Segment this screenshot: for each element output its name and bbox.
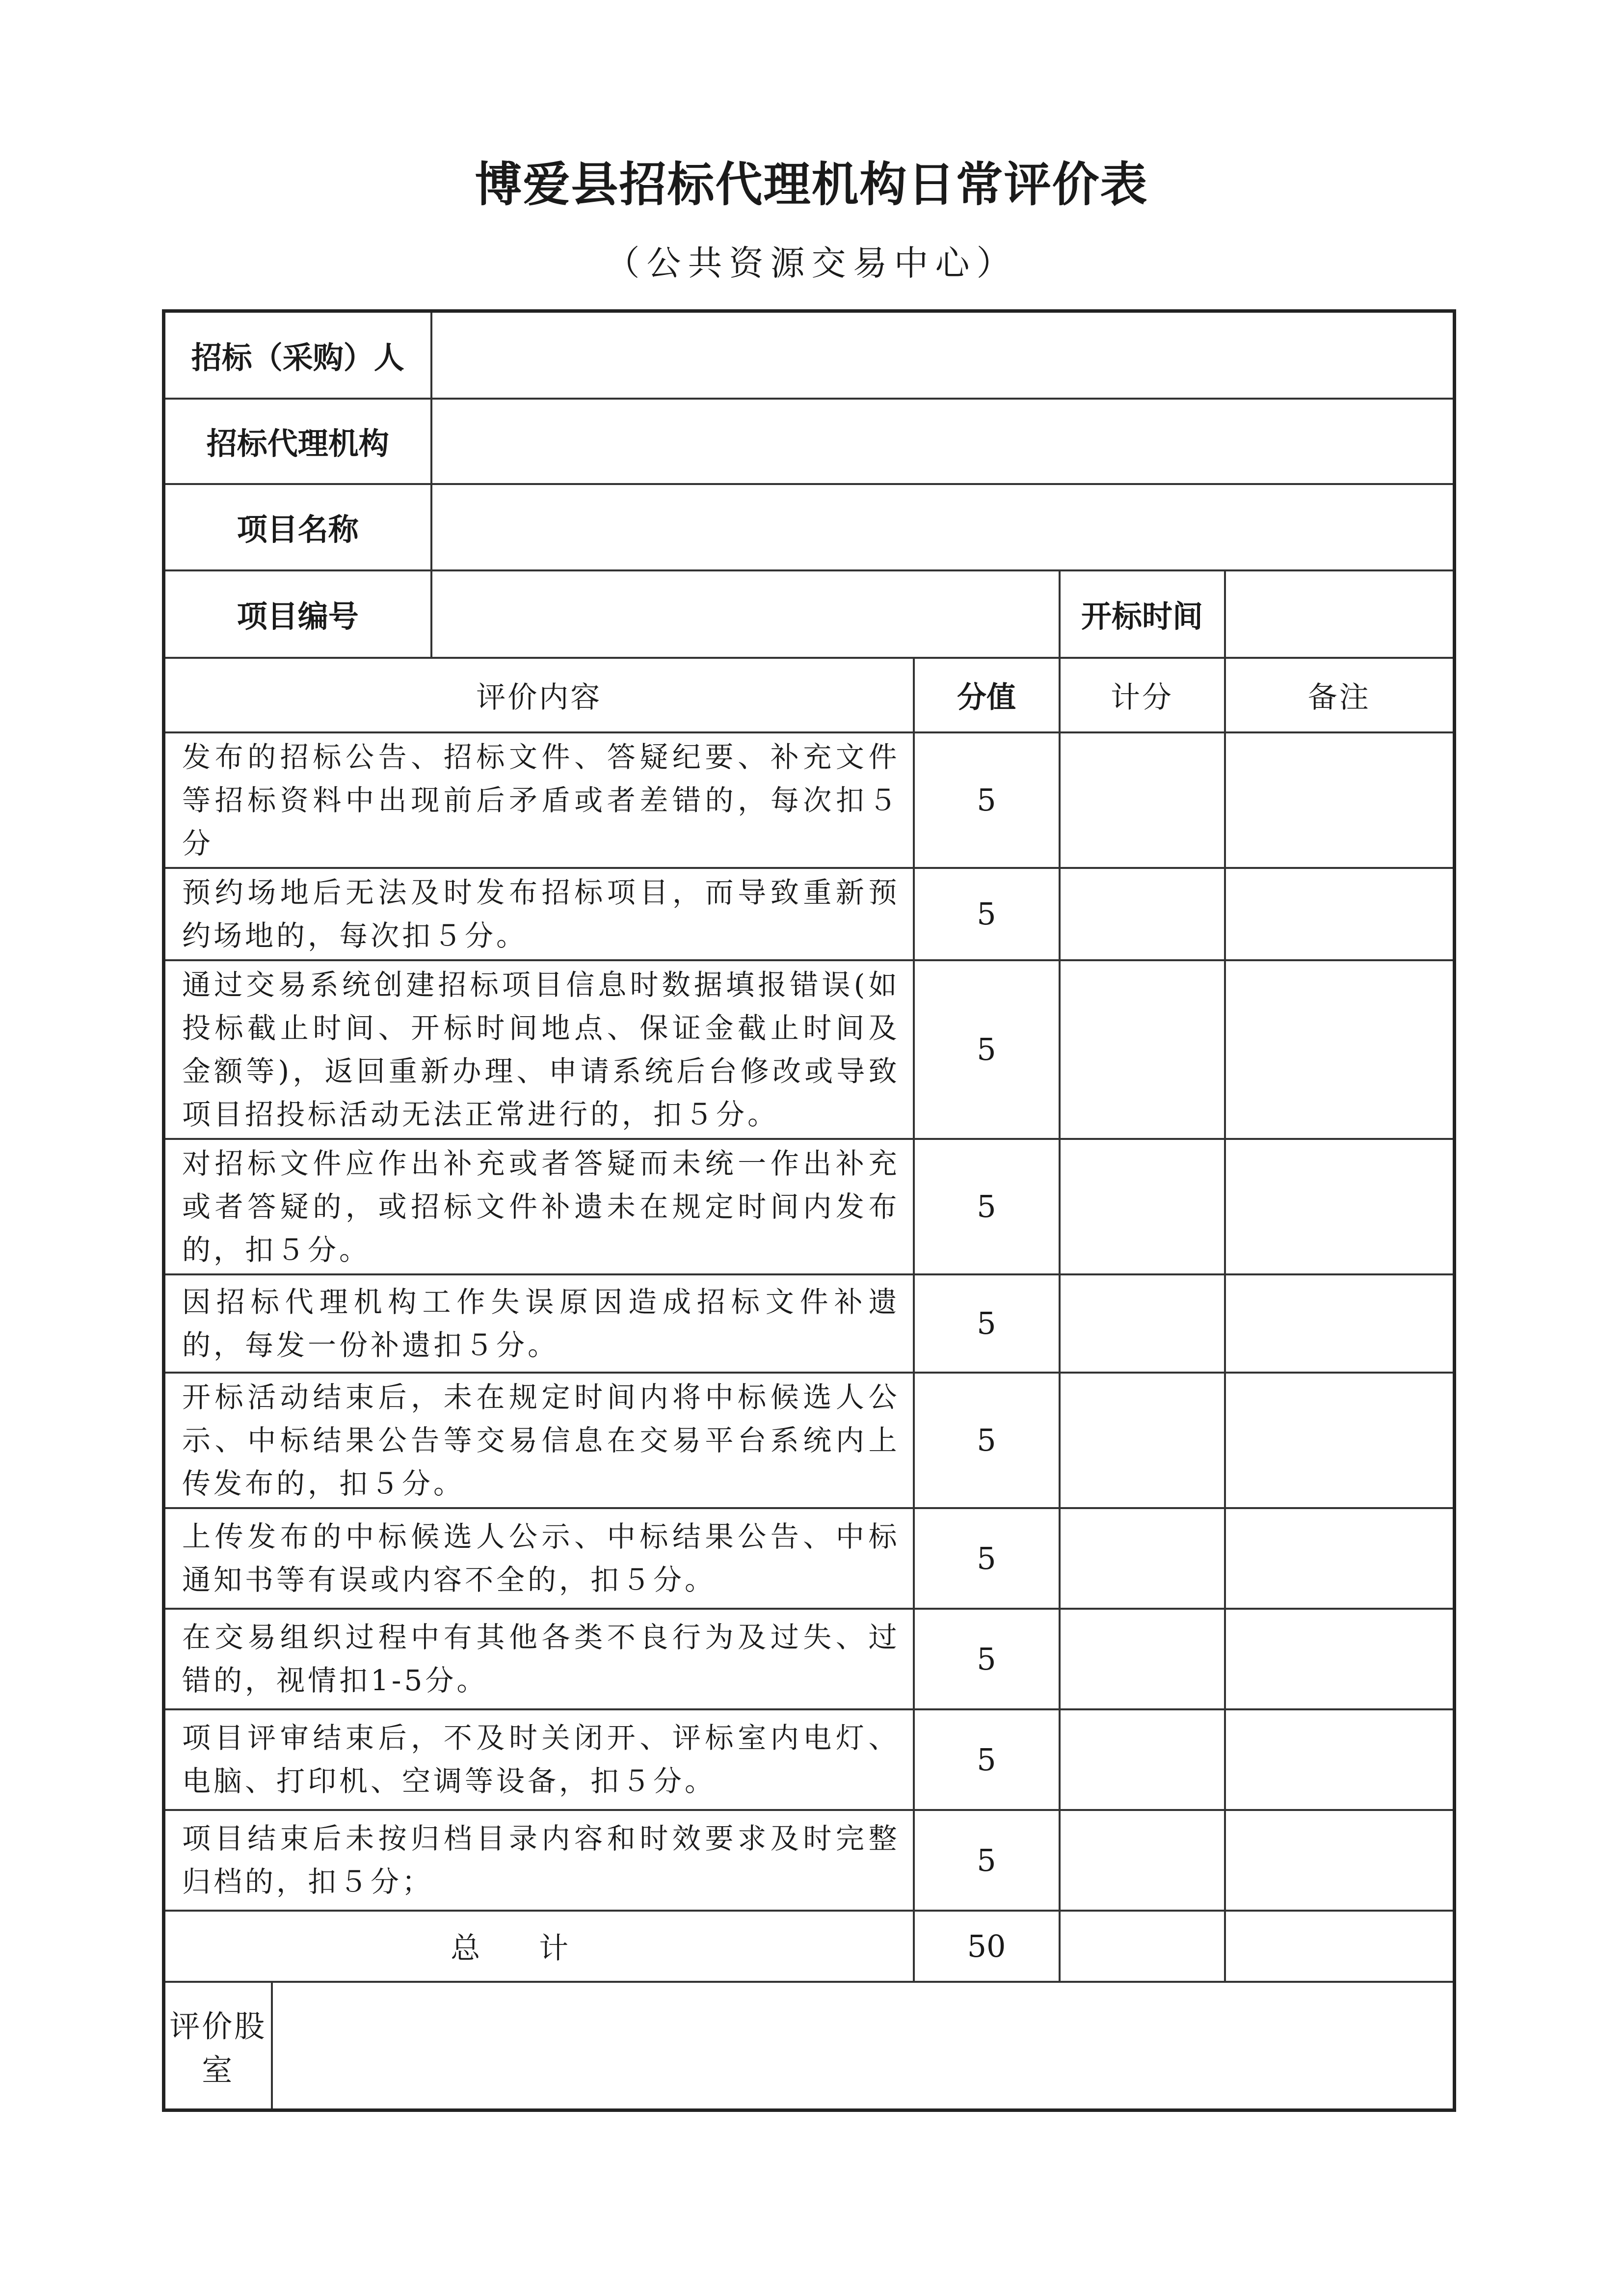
item-score-cell[interactable] (1060, 732, 1225, 868)
item-score-cell[interactable] (1060, 1274, 1225, 1373)
remark-header: 备注 (1225, 658, 1455, 732)
table-row (164, 1139, 1455, 1274)
dept-label: 评价股室 (164, 1982, 272, 2110)
item-text: 因招标代理机构工作失误原因造成招标文件补遗的，每发一份补遗扣５分。 (164, 1274, 914, 1373)
item-points: 5 (914, 1508, 1060, 1609)
total-row (164, 1911, 1455, 1982)
column-header-row (164, 658, 1455, 732)
open-time-label: 开标时间 (1060, 570, 1225, 658)
item-remark-cell[interactable] (1225, 868, 1455, 960)
item-score-cell[interactable] (1060, 1810, 1225, 1911)
item-points: 5 (914, 1139, 1060, 1274)
item-points: 5 (914, 1810, 1060, 1911)
table-row (164, 1373, 1455, 1508)
table-row (164, 1274, 1455, 1373)
item-remark-cell[interactable] (1225, 1508, 1455, 1609)
project-no-row (164, 570, 1455, 658)
item-remark-cell[interactable] (1225, 1810, 1455, 1911)
purchaser-field[interactable] (431, 311, 1455, 399)
item-score-cell[interactable] (1060, 1609, 1225, 1709)
item-points: 5 (914, 868, 1060, 960)
item-remark-cell[interactable] (1225, 1274, 1455, 1373)
item-score-cell[interactable] (1060, 1373, 1225, 1508)
open-time-field[interactable] (1225, 570, 1455, 658)
agency-label: 招标代理机构 (164, 399, 431, 484)
item-points: 5 (914, 1274, 1060, 1373)
page-subtitle: （公共资源交易中心） (605, 243, 1018, 283)
project-no-label: 项目编号 (164, 570, 431, 658)
item-remark-cell[interactable] (1225, 960, 1455, 1139)
content-header: 评价内容 (164, 658, 914, 732)
total-label: 总计 (164, 1911, 914, 1982)
agency-field[interactable] (431, 399, 1455, 484)
item-score-cell[interactable] (1060, 1508, 1225, 1609)
item-text: 上传发布的中标候选人公示、中标结果公告、中标通知书等有误或内容不全的，扣５分。 (164, 1508, 914, 1609)
project-name-row (164, 484, 1455, 570)
item-score-cell[interactable] (1060, 868, 1225, 960)
item-remark-cell[interactable] (1225, 732, 1455, 868)
item-score-cell[interactable] (1060, 960, 1225, 1139)
table-row (164, 1810, 1455, 1911)
project-name-label: 项目名称 (164, 484, 431, 570)
item-text: 在交易组织过程中有其他各类不良行为及过失、过错的，视情扣1-5分。 (164, 1609, 914, 1709)
total-remark-cell[interactable] (1225, 1911, 1455, 1982)
table-row (164, 868, 1455, 960)
project-no-field[interactable] (431, 570, 1060, 658)
item-remark-cell[interactable] (1225, 1609, 1455, 1709)
item-remark-cell[interactable] (1225, 1139, 1455, 1274)
item-text: 项目结束后未按归档目录内容和时效要求及时完整归档的，扣５分； (164, 1810, 914, 1911)
item-text: 预约场地后无法及时发布招标项目，而导致重新预约场地的，每次扣５分。 (164, 868, 914, 960)
table-row (164, 1508, 1455, 1609)
item-text: 项目评审结束后，不及时关闭开、评标室内电灯、电脑、打印机、空调等设备，扣５分。 (164, 1709, 914, 1810)
item-points: 5 (914, 960, 1060, 1139)
purchaser-row (164, 311, 1455, 399)
project-name-field[interactable] (431, 484, 1455, 570)
item-points: 5 (914, 1373, 1060, 1508)
score-header: 计分 (1060, 658, 1225, 732)
dept-row (164, 1982, 1455, 2110)
table-row (164, 1609, 1455, 1709)
total-score-cell[interactable] (1060, 1911, 1225, 1982)
purchaser-label: 招标（采购）人 (164, 311, 431, 399)
item-text: 开标活动结束后，未在规定时间内将中标候选人公示、中标结果公告等交易信息在交易平台系统内上传发布的，扣５分。 (164, 1373, 914, 1508)
table-row (164, 732, 1455, 868)
item-score-cell[interactable] (1060, 1709, 1225, 1810)
agency-row (164, 399, 1455, 484)
dept-field[interactable] (272, 1982, 1455, 2110)
item-score-cell[interactable] (1060, 1139, 1225, 1274)
item-text: 对招标文件应作出补充或者答疑而未统一作出补充或者答疑的，或招标文件补遗未在规定时间内发布的，扣５分。 (164, 1139, 914, 1274)
points-header: 分值 (914, 658, 1060, 732)
item-points: 5 (914, 1709, 1060, 1810)
evaluation-table (162, 309, 1456, 2112)
item-points: 5 (914, 732, 1060, 868)
table-row (164, 1709, 1455, 1810)
item-remark-cell[interactable] (1225, 1373, 1455, 1508)
page-title: 博爱县招标代理机构日常评价表 (475, 157, 1148, 212)
total-points: 50 (914, 1911, 1060, 1982)
item-text: 通过交易系统创建招标项目信息时数据填报错误(如投标截止时间、开标时间地点、保证金截止时间及金额等)，返回重新办理、申请系统后台修改或导致项目招投标活动无法正常进行的，扣５分。 (164, 960, 914, 1139)
item-remark-cell[interactable] (1225, 1709, 1455, 1810)
item-points: 5 (914, 1609, 1060, 1709)
table-row (164, 960, 1455, 1139)
item-text: 发布的招标公告、招标文件、答疑纪要、补充文件等招标资料中出现前后矛盾或者差错的，每次扣５分 (164, 732, 914, 868)
